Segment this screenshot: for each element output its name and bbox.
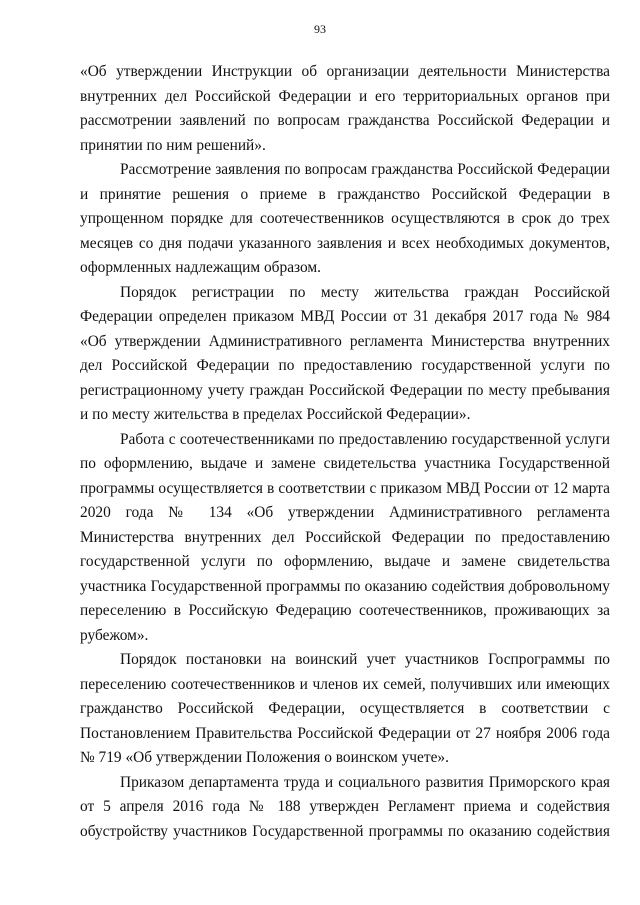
paragraph-military-registration: Порядок постановки на воинский учет участников Госпрограммы по переселению соотечественников и членов их семей, получивших или имеющих гражданство Российской Федерации, осуществляется в соответствии с Постановлением Правительства Российской Федерации от 27 ноября 2006 года № 719 «Об утверждении Положения о воинском учете». — [80, 651, 610, 766]
page-number: 93 — [314, 22, 326, 36]
paragraph-citizenship-review: Рассмотрение заявления по вопросам гражданства Российской Федерации и принятие решения о приеме в гражданство Российской Федерации в упрощенном порядке для соотечественников осуществляются в срок до трех месяцев со дня подачи указанного заявления и всех необходимых документов, оформленных надлежащим образом. — [80, 161, 610, 276]
paragraph-instruction-title: «Об утверждении Инструкции об организации деятельности Министерства внутренних дел Российской Федерации и его территориальных органов при рассмотрении заявлений по вопросам гражданства Российской Федерации и принятии по ним решений». — [80, 63, 610, 154]
paragraph-registration-order: Порядок регистрации по месту жительства граждан Российской Федерации определен приказом МВД России от 31 декабря 2017 года № 984 «Об утверждении Административного регламента Министерства внутренних дел Российской Федерации по предоставлению государственной услуги по регистрационному учету граждан Российской Федерации по месту пребывания и по месту жительства в пределах Российской Федерации». — [80, 283, 610, 423]
paragraph-certificate-service: Работа с соотечественниками по предоставлению государственной услуги по оформлению, выдаче и замене свидетельства участника Государственной программы осуществляется в соответствии с приказом МВД России от 12 марта 2020 года № 134 «Об утверждении Административного регламента Министерства внутренних дел Российской Федерации по предоставлению государственной услуги по оформлению, выдаче и замене свидетельства участника Государственной программы по оказанию содействия добровольному переселению в Российскую Федерацию соотечественников, проживающих за рубежом». — [80, 430, 610, 644]
document-body — [80, 60, 610, 844]
paragraph-primorsky-order: Приказом департамента труда и социального развития Приморского края от 5 апреля 2016 года № 188 утвержден Регламент приема и содействия обустройству участников Государственной программы по оказанию содействия — [80, 773, 610, 840]
